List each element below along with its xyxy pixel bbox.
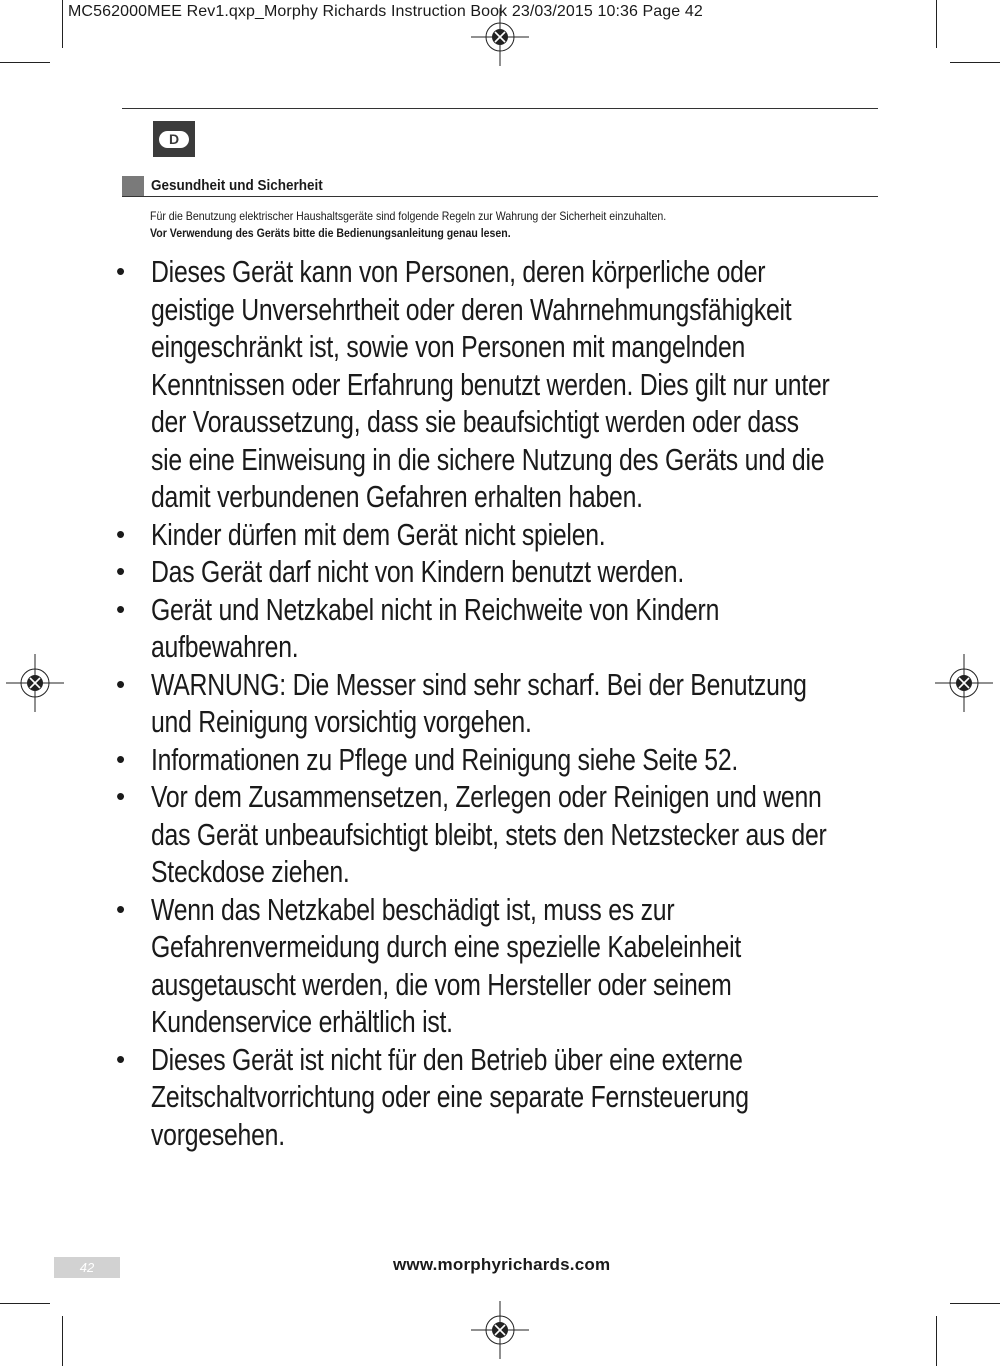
language-code: D [159,131,189,148]
bullet-icon: • [116,893,126,924]
list-item [115,741,895,779]
registration-mark-icon [471,1301,529,1359]
list-item [115,253,895,516]
registration-mark-icon [935,654,993,712]
list-item [115,591,895,666]
footer-url[interactable]: www.morphyrichards.com [393,1255,611,1274]
list-item-text: Gerät und Netzkabel nicht in Reichweite von Kindern aufbewahren. [151,591,720,664]
bullet-icon: • [116,593,126,624]
list-item [115,666,895,741]
crop-mark [950,1303,1000,1304]
crop-mark [62,1316,63,1366]
list-item-text: Das Gerät darf nicht von Kindern benutzt werden. [151,554,685,589]
list-item [115,553,895,591]
section-rule [122,196,878,197]
registration-mark-icon [6,654,64,712]
list-item-text: Kinder dürfen mit dem Gerät nicht spielen. [151,516,606,552]
list-item [115,778,895,891]
crop-mark [936,0,937,48]
section-intro [150,208,666,242]
list-item [115,891,895,1041]
list-item-text: Dieses Gerät ist nicht für den Betrieb über eine externe Zeitschaltvorrichtung oder eine separate Fernsteuerung vorgesehen. [151,1041,749,1152]
intro-bold-text: Vor Verwendung des Geräts bitte die Bedienungsanleitung genau lesen. [150,226,511,240]
list-item-text: Wenn das Netzkabel beschädigt ist, muss es zur Gefahrenvermeidung durch eine spezielle Kabeleinheit ausgetauscht werden, die vom Hersteller oder seinem Kundenservice erhältlich ist. [151,891,741,1039]
list-item-text: Informationen zu Pflege und Reinigung siehe Seite 52. [151,741,739,777]
bullet-icon: • [116,781,126,811]
bullet-icon: • [116,256,126,286]
bullet-icon: • [116,1043,126,1074]
bullet-icon: • [116,743,126,774]
print-slug: MC562000MEE Rev1.qxp_Morphy Richards Instruction Book 23/03/2015 10:36 Page 42 [68,3,703,20]
header-rule [122,108,878,109]
registration-mark-icon [471,8,529,66]
intro-text: Für die Benutzung elektrischer Haushaltsgeräte sind folgende Regeln zur Wahrung der Sicherheit einzuhalten. [150,209,667,223]
list-item [115,1041,895,1154]
crop-mark [0,62,50,63]
list-item-text: WARNUNG: Die Messer sind sehr scharf. Bei der Benutzung und Reinigung vorsichtig vorgehen. [151,666,807,739]
list-item-text: Dieses Gerät kann von Personen, deren körperliche oder geistige Unversehrtheit oder deren Wahrnehmungsfähigkeit eingeschränkt ist, sowie von Personen mit mangelnden Kenntnissen oder Erfahrung benutzt werden. Dies gilt nur unter der Voraussetzung, dass sie beaufsichtigt werden oder dass sie eine Einweisung in die sichere Nutzung des Geräts und die damit verbundenen Gefahren erhalten haben. [151,254,830,514]
bullet-icon: • [116,556,126,586]
list-item [115,516,895,554]
section-marker [122,176,144,196]
language-badge [153,121,195,157]
bullet-icon: • [116,518,126,549]
bullet-icon: • [116,668,126,699]
crop-mark [950,62,1000,63]
crop-mark [0,1303,50,1304]
crop-mark [936,1316,937,1366]
list-item-text: Vor dem Zusammensetzen, Zerlegen oder Reinigen und wenn das Gerät unbeaufsichtigt bleibt, stets den Netzstecker aus der Steckdose ziehen. [151,779,827,889]
safety-list [115,253,895,1153]
page-number: 42 [54,1257,120,1278]
crop-mark [62,0,63,48]
section-title: Gesundheit und Sicherheit [151,177,323,194]
